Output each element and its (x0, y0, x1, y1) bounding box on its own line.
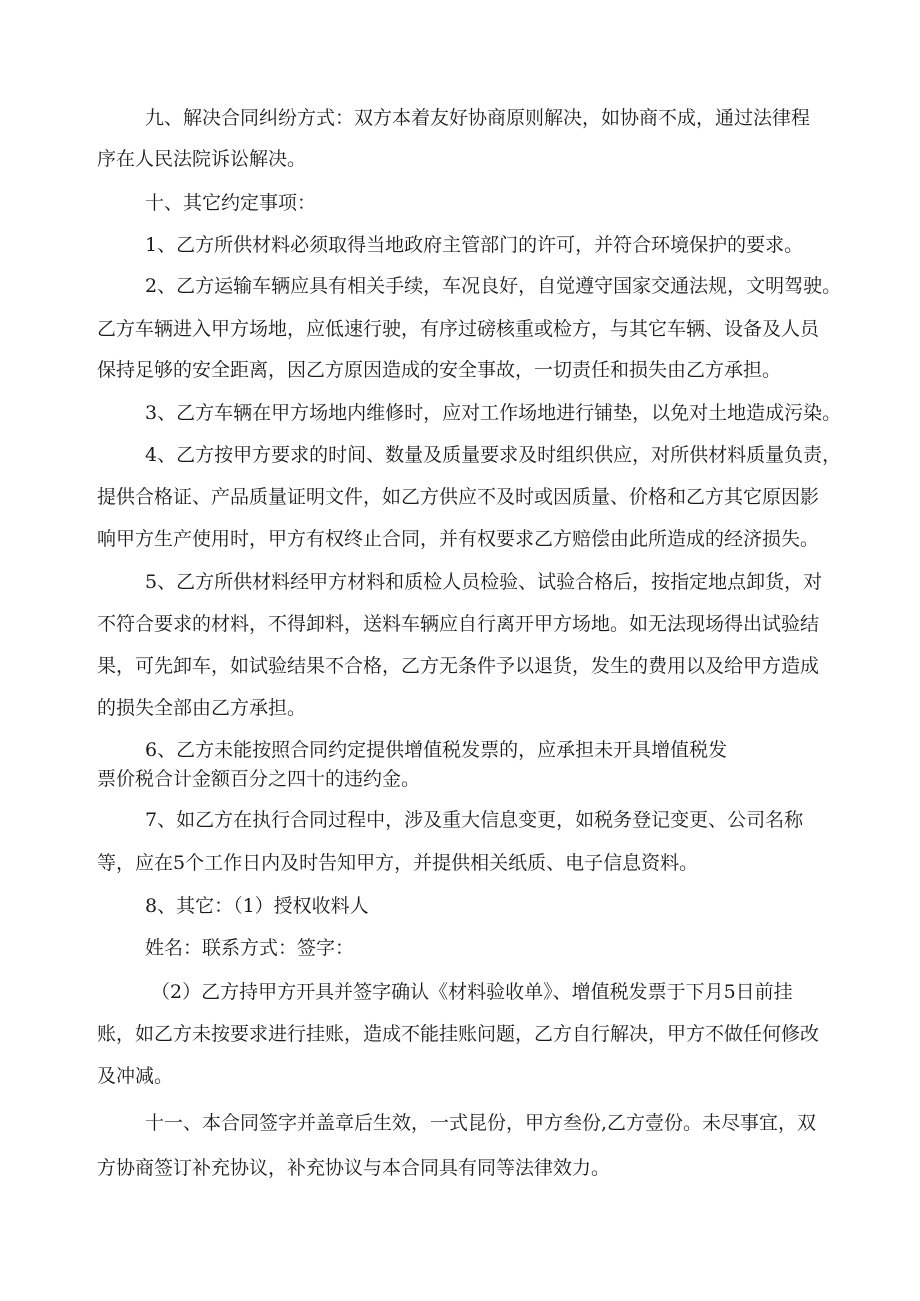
clause-9-line-2: 序在人民法院诉讼解决。 (97, 148, 307, 170)
clause-10-item-2-line-2: 乙方车辆进入甲方场地，应低速行驶，有序过磅核重或检方，与其它车辆、设备及人员 (97, 318, 820, 340)
clause-10-item-5-line-4: 的损失全部由乙方承担。 (97, 697, 307, 719)
clause-10-item-5-line-2: 不符合要求的材料，不得卸料，送料车辆应自行离开甲方场地。如无法现场得出试验结 (97, 613, 820, 635)
clause-10-item-8-line-1: 8、其它：（1）授权收料人 (145, 895, 369, 917)
clause-10-item-7-line-1: 7、如乙方在执行合同过程中，涉及重大信息变更，如税务登记变更、公司名称 (145, 809, 804, 831)
clause-10-item-4-line-1: 4、乙方按甲方要求的时间、数量及质量要求及时组织供应，对所供材料质量负责， (145, 444, 842, 466)
clause-10-item-5-line-3: 果，可先卸车，如试验结果不合格，乙方无条件予以退货，发生的费用以及给甲方造成 (97, 655, 820, 677)
clause-10-item-4-line-2: 提供合格证、产品质量证明文件，如乙方供应不及时或因质量、价格和乙方其它原因影 (97, 486, 820, 508)
clause-10-heading: 十、其它约定事项： (145, 192, 317, 214)
clause-10-item-7-line-2: 等，应在5个工作日内及时告知甲方，并提供相关纸质、电子信息资料。 (97, 852, 699, 874)
clause-10-item-2-line-3: 保持足够的安全距离，因乙方原因造成的安全事故，一切责任和损失由乙方承担。 (97, 359, 782, 381)
clause-10-item-4-line-3: 响甲方生产使用时，甲方有权终止合同，并有权要求乙方赔偿由此所造成的经济损失。 (97, 528, 820, 550)
clause-10-item-8-line-5: 及冲减。 (97, 1065, 174, 1087)
clause-10-item-2-line-1: 2、乙方运输车辆应具有相关手续，车况良好，自觉遵守国家交通法规，文明驾驶。 (145, 275, 842, 297)
clause-11-line-1: 十一、本合同签字并盖章后生效，一式昆份，甲方叁份,乙方壹份。未尽事宜，双 (145, 1112, 817, 1134)
clause-10-item-6-line-1: 6、乙方未能按照合同约定提供增值税发票的，应承担未开具增值税发 (145, 739, 728, 761)
clause-10-item-8-line-4: 账，如乙方未按要求进行挂账，造成不能挂账问题，乙方自行解决，甲方不做任何修改 (97, 1023, 820, 1045)
clause-10-item-1-line-1: 1、乙方所供材料必须取得当地政府主管部门的许可，并符合环境保护的要求。 (145, 234, 804, 256)
clause-10-item-8-line-2: 姓名：联系方式：签字： (145, 937, 355, 959)
clause-10-item-6-line-2: 票价税合计金额百分之四十的违约金。 (97, 768, 421, 790)
clause-10-item-5-line-1: 5、乙方所供材料经甲方材料和质检人员检验、试验合格后，按指定地点卸货，对 (145, 571, 823, 593)
clause-10-item-3-line-1: 3、乙方车辆在甲方场地内维修时，应对工作场地进行铺垫，以免对土地造成污染。 (145, 402, 842, 424)
clause-10-item-8-line-3: （2）乙方持甲方开具并签字确认《材料验收单》、增值税发票于下月5日前挂 (151, 981, 793, 1003)
clause-9-line-1: 九、解决合同纠纷方式：双方本着友好协商原则解决，如协商不成，通过法律程 (145, 107, 811, 129)
clause-11-line-2: 方协商签订补充协议，补充协议与本合同具有同等法律效力。 (97, 1157, 611, 1179)
